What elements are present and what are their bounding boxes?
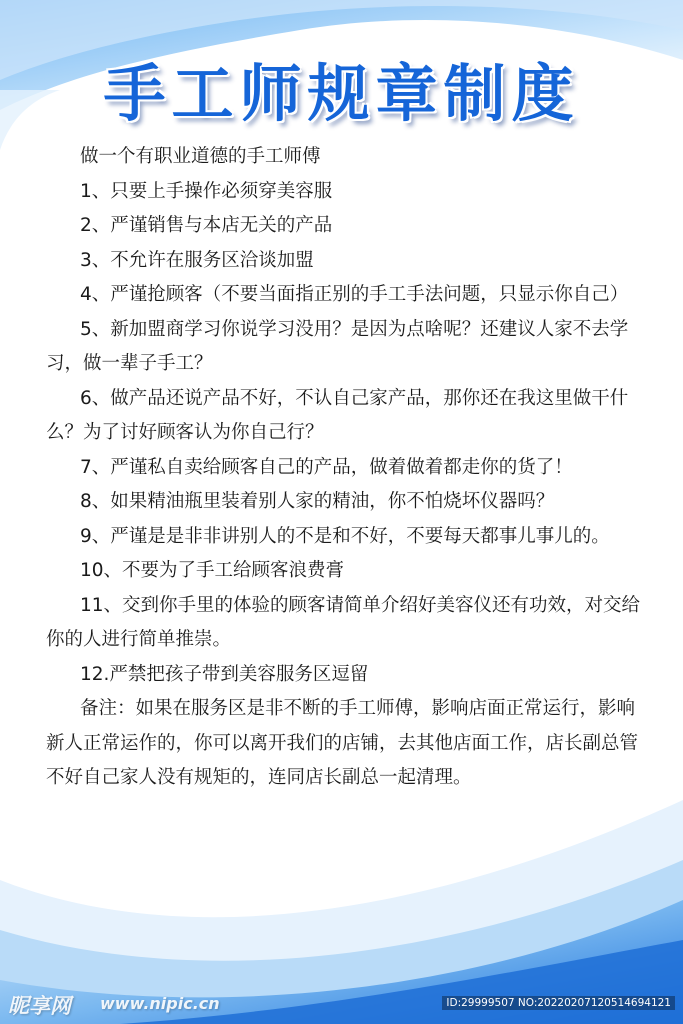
rules-heading: 做一个有职业道德的手工师傅 xyxy=(80,146,321,167)
rule-item: 6、做产品还说产品不好，不认自己家产品，那你还在我这里做干什么？为了讨好顾客认为你自己行？ xyxy=(46,387,629,443)
watermark-bar xyxy=(0,984,683,1024)
rule-item: 3、不允许在服务区洽谈加盟 xyxy=(80,249,314,271)
rule-item: 2、严谨销售与本店无关的产品 xyxy=(80,215,333,236)
watermark-id: ID:29999507 NO:20220207120514694121 xyxy=(442,996,675,1010)
rule-item: 1、只要上手操作必须穿美容服 xyxy=(80,180,333,202)
remark-note: 备注：如果在服务区是非不断的手工师傅，影响店面正常运行，影响新人正常运作的，你可以离开我们的店铺，去其他店面工作，店长副总管不好自己家人没有规矩的，连同店长副总一起清理。 xyxy=(46,698,639,788)
rule-item: 12.严禁把孩子带到美容服务区逗留 xyxy=(80,663,369,685)
rule-item: 8、如果精油瓶里装着别人家的精油，你不怕烧坏仪器吗？ xyxy=(80,491,555,512)
rules-body xyxy=(46,140,646,796)
page-title: 手工师规章制度 xyxy=(103,57,580,130)
rule-item: 4、严谨抢顾客（不要当面指正别的手工手法问题，只显示你自己） xyxy=(80,284,629,305)
rule-item: 7、严谨私自卖给顾客自己的产品，做着做着都走你的货了！ xyxy=(80,456,573,478)
watermark-logo: 昵享网 xyxy=(8,994,71,1018)
rule-item: 10、不要为了手工给顾客浪费膏 xyxy=(80,560,345,581)
rule-item: 11、交到你手里的体验的顾客请简单介绍好美容仪还有功效，对交给你的人进行简单推崇。 xyxy=(46,594,641,650)
watermark-url: www.nipic.cn xyxy=(100,994,220,1013)
rule-item: 9、严谨是是非非讲别人的不是和不好，不要每天都事儿事儿的。 xyxy=(80,525,610,547)
rule-item: 5、新加盟商学习你说学习没用？是因为点啥呢？还建议人家不去学习，做一辈子手工？ xyxy=(46,318,629,374)
